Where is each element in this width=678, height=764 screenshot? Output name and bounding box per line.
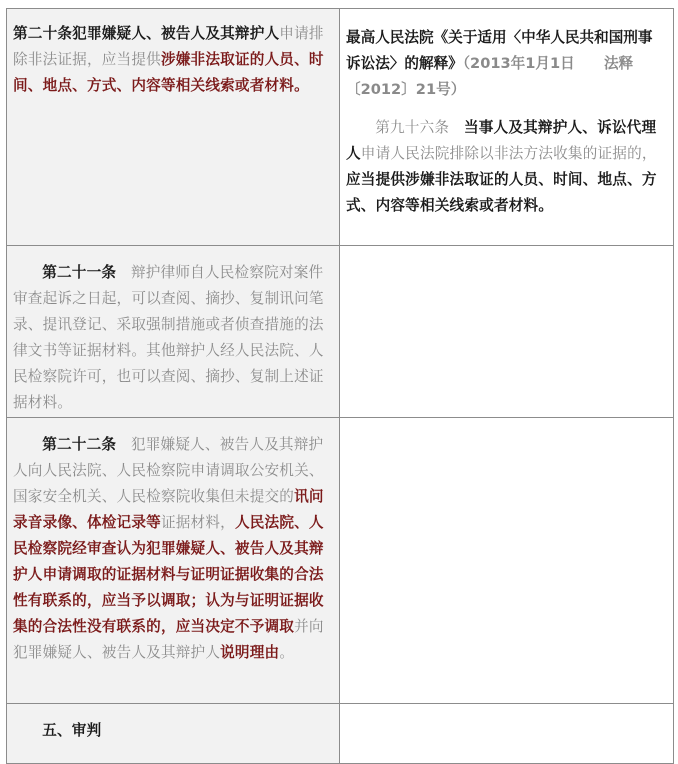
- article-22-text: [7, 418, 339, 666]
- right-cell: [340, 418, 674, 704]
- text-run: 当事人及其辩护人、诉讼代理人: [346, 119, 657, 162]
- left-cell: [7, 704, 340, 764]
- text-run: 并向犯罪嫌疑人、被告人及其辩护人: [13, 618, 324, 661]
- text-run: 最高人民法院《关于适用〈中华人民共和国刑事诉讼法〉的解释》: [346, 29, 653, 72]
- text-run: 辩护律师自人民检察院对案件审查起诉之日起，可以查阅、摘抄、复制讯问笔录、提讯登记、采取强制措施或者侦查措施的法律文书等证据材料。其他辩护人经人民法院、人民检察院许可，也可以查阅、摘抄、复制上述证据材料。: [13, 264, 324, 411]
- text-run: 。: [279, 644, 295, 661]
- left-cell: [7, 246, 340, 418]
- text-run: 应当提供涉嫌非法取证的人员、时间、地点、方式、内容等相关线索或者材料。: [346, 171, 657, 214]
- comparison-table: [6, 8, 674, 764]
- text-run: （2013年1月1日 法释〔2012〕21号）: [346, 55, 634, 98]
- table-row: [7, 9, 674, 246]
- section-heading-trial: [7, 704, 339, 744]
- interpretation-title: [340, 9, 673, 103]
- text-run: 犯罪嫌疑人、被告人及其辩护人向人民法院、人民检察院申请调取公安机关、国家安全机关、人民检察院收集但未提交的: [13, 436, 324, 505]
- right-cell: [340, 9, 674, 246]
- right-cell: [340, 246, 674, 418]
- table-row: [7, 246, 674, 418]
- text-run: 说明理由: [220, 644, 280, 661]
- text-run: 第二十二条: [42, 436, 117, 453]
- text-run: 第二十一条: [42, 264, 117, 281]
- article-21-text: [7, 246, 339, 416]
- text-run: 第九十六条: [375, 119, 464, 136]
- text-run: 五、审判: [42, 722, 102, 739]
- text-run: 证据材料，: [160, 514, 235, 531]
- table-row: [7, 418, 674, 704]
- table-row: [7, 704, 674, 764]
- article-20-text: [7, 9, 339, 99]
- left-cell: [7, 9, 340, 246]
- text-run: 申请人民法院排除以非法方法收集的证据的，: [360, 145, 657, 162]
- text-run: 申请排除非法证据，应当提供: [13, 25, 324, 68]
- article-96-text: [340, 103, 673, 219]
- left-cell: [7, 418, 340, 704]
- text-run: 涉嫌非法取证的人员、时间、地点、方式、内容等相关线索或者材料。: [13, 51, 324, 94]
- text-run: 第二十条犯罪嫌疑人、被告人及其辩护人: [13, 25, 280, 42]
- right-cell: [340, 704, 674, 764]
- text-run: 讯问录音录像、体检记录等: [13, 488, 324, 531]
- text-run: 人民法院、人民检察院经审查认为犯罪嫌疑人、被告人及其辩护人申请调取的证据材料与证明证据收集的合法性有联系的，应当予以调取；认为与证明证据收集的合法性没有联系的，应当决定不予调取: [13, 514, 324, 635]
